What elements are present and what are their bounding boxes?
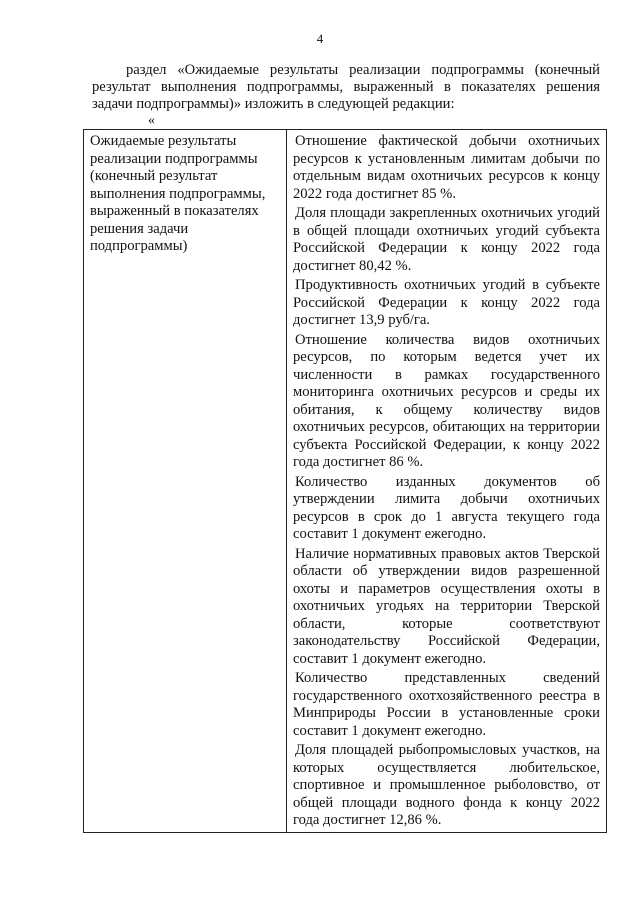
- intro-paragraph: раздел «Ожидаемые результаты реализации подпрограммы (конечный результат выполнения подпрограммы, выраженный в показателях решения задачи подпрограммы)» изложить в следующей редакции:: [92, 62, 600, 112]
- page-number: 4: [316, 31, 324, 46]
- opening-quote: «: [148, 113, 155, 128]
- expected-results-table: [83, 129, 607, 833]
- result-paragraph: Доля площадей рыбопромысловых участков, на которых осуществляется любительское, спортивное и промышленное рыболовство, от общей площади водного фонда к концу 2022 года достигнет 12,86 %.: [293, 742, 600, 828]
- result-paragraph: Отношение количества видов охотничьих ресурсов, по которым ведется учет их численности в рамках государственного мониторинга охотничьих ресурсов и среды их обитания, к общему количеству видов охотничьих ресурсов, обитающих на территории субъекта Российской Федерации, к концу 2022 года достигнет 86 %.: [293, 331, 600, 470]
- result-paragraph: Продуктивность охотничьих угодий в субъекте Российской Федерации к концу 2022 года достигнет 13,9 руб/га.: [293, 277, 600, 328]
- section-title-cell: Ожидаемые результаты реализации подпрограммы (конечный результат выполнения подпрограммы, выраженный в показателях решения задачи подпрограммы): [84, 130, 287, 833]
- result-paragraph: Отношение фактической добычи охотничьих ресурсов к установленным лимитам добычи по отдельным видам охотничьих ресурсов к концу 2022 года достигнет 85 %.: [293, 133, 600, 202]
- result-paragraph: Наличие нормативных правовых актов Тверской области об утверждении видов разрешенной охоты и параметров осуществления охоты в охотничьих угодьях на территории Тверской области, которые соответствуют законодательству Российской Федерации, составит 1 документ ежегодно.: [293, 545, 600, 667]
- result-paragraph: Количество представленных сведений государственного охотхозяйственного реестра в Минприроды России в установленные сроки составит 1 документ ежегодно.: [293, 670, 600, 739]
- results-cell: [287, 130, 607, 833]
- table-row: [84, 130, 607, 833]
- result-paragraph: Количество изданных документов об утверждении лимита добычи охотничьих ресурсов в срок до 1 августа текущего года составит 1 документ ежегодно.: [293, 473, 600, 542]
- result-paragraph: Доля площади закрепленных охотничьих угодий в общей площади охотничьих угодий субъекта Российской Федерации к концу 2022 года достигнет 80,42 %.: [293, 205, 600, 274]
